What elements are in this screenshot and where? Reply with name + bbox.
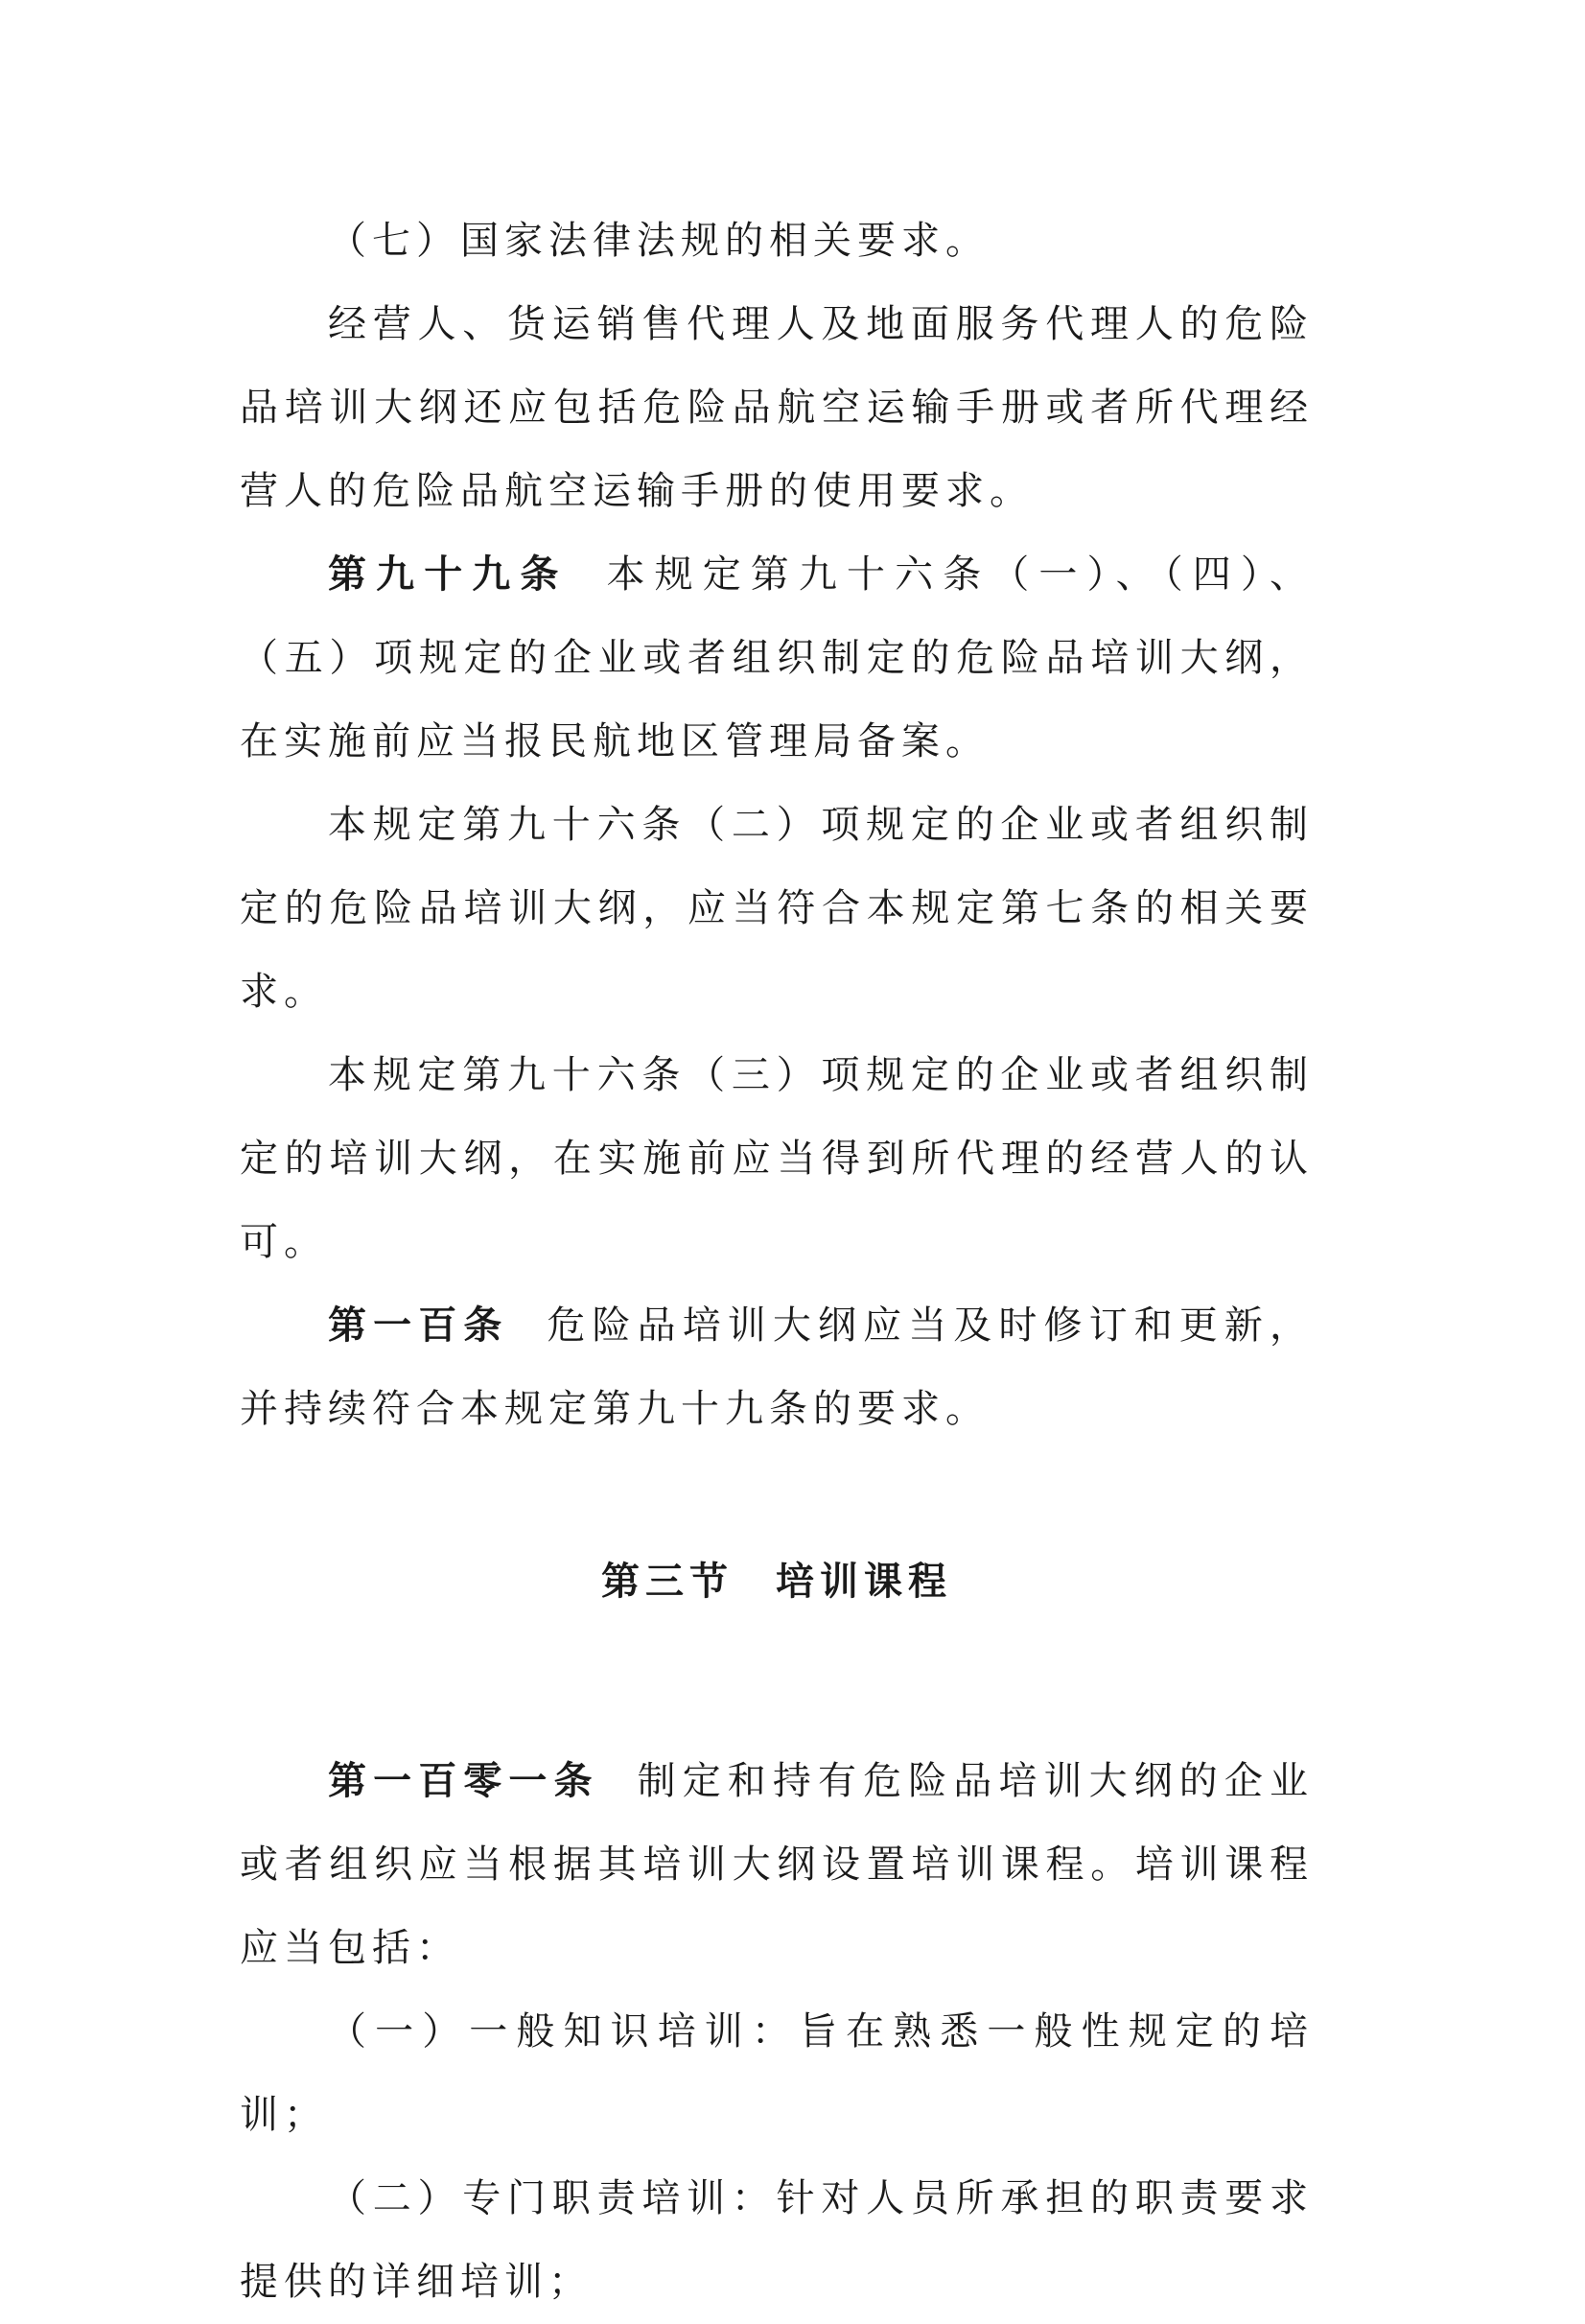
- paragraph-text: （七）国家法律法规的相关要求。: [328, 219, 990, 263]
- paragraph-duty-training: [240, 2157, 1314, 2324]
- article-101: [240, 1740, 1314, 1990]
- paragraph-operator-requirements: [240, 283, 1314, 533]
- paragraph-text: 经营人、货运销售代理人及地面服务代理人的危险品培训大纲还应包括危险品航空运输手册或者所代理经营人的危险品航空运输手册的使用要求。: [240, 302, 1314, 513]
- article-heading: 第九十九条: [328, 552, 569, 597]
- paragraph-text: 本规定第九十六条（二）项规定的企业或者组织制定的危险品培训大纲，应当符合本规定第七条的相关要求。: [240, 803, 1314, 1014]
- paragraph-general-training: [240, 1990, 1314, 2157]
- section-title: 培训课程: [776, 1560, 952, 1604]
- article-text: 危险品培训大纲应当及时修订和更新，并持续符合本规定第九十九条的要求。: [240, 1303, 1315, 1431]
- paragraph-item-7: [240, 200, 1314, 283]
- article-100: [240, 1284, 1314, 1451]
- article-text: 制定和持有危险品培训大纲的企业或者组织应当根据其培训大纲设置培训课程。培训课程应当包括：: [240, 1759, 1315, 1970]
- article-text: 本规定第九十六条（一）、（四）、（五）项规定的企业或者组织制定的危险品培训大纲，在实施前应当报民航地区管理局备案。: [240, 552, 1314, 763]
- paragraph-text: （二）专门职责培训：针对人员所承担的职责要求提供的详细培训；: [240, 2176, 1314, 2304]
- document-body: [240, 200, 1314, 2324]
- section-number: 第三节: [601, 1560, 734, 1604]
- paragraph-article-96-2: [240, 784, 1314, 1034]
- paragraph-text: 本规定第九十六条（三）项规定的企业或者组织制定的培训大纲，在实施前应当得到所代理的经营人的认可。: [240, 1053, 1314, 1264]
- article-heading: 第一百零一条: [328, 1759, 599, 1803]
- paragraph-text: （一）一般知识培训：旨在熟悉一般性规定的培训；: [240, 2009, 1314, 2137]
- section-heading: [240, 1540, 1314, 1624]
- article-99: [240, 533, 1314, 784]
- paragraph-article-96-3: [240, 1034, 1314, 1284]
- article-heading: 第一百条: [328, 1303, 509, 1348]
